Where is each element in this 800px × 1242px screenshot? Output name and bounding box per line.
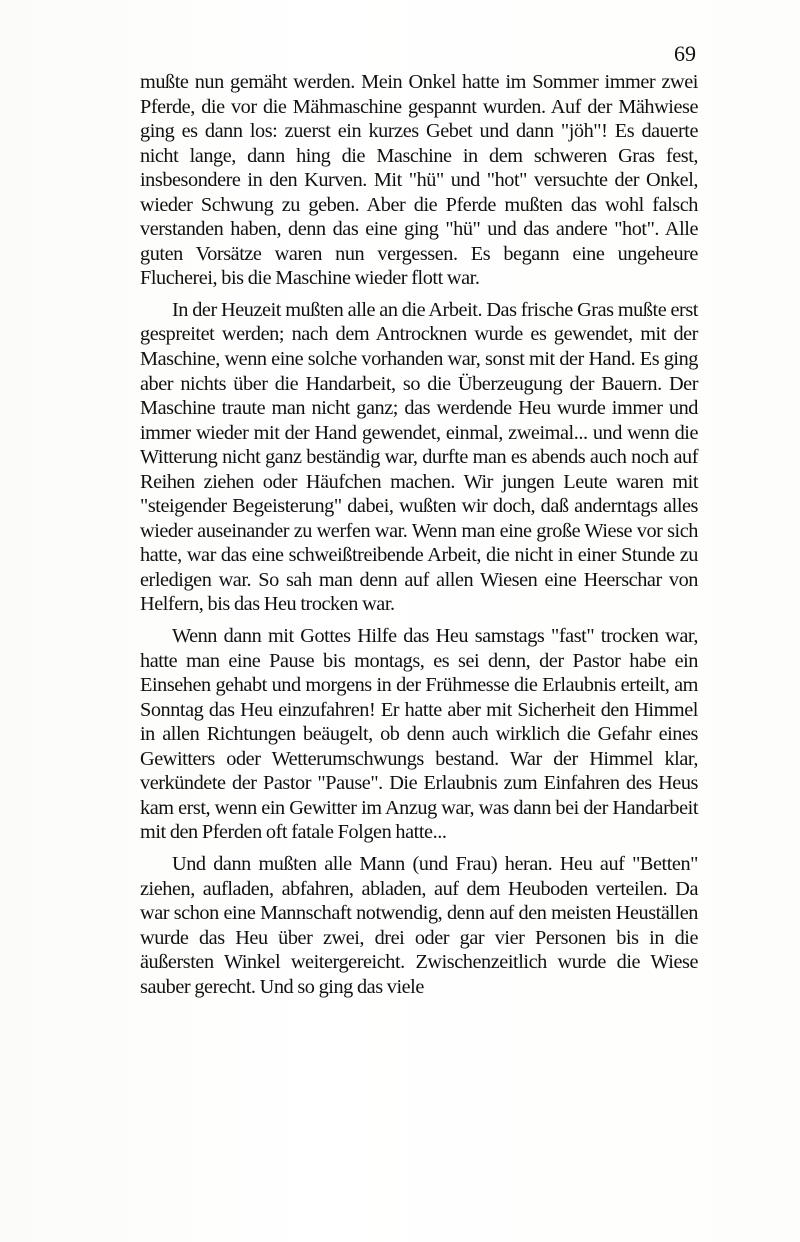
paragraph-1: mußte nun gemäht werden. Mein Onkel hatte im Sommer immer zwei Pferde, die vor die Mähmaschine gespannt wurden. Auf der Mähwiese ging es dann los: zuerst ein kurzes Gebet und dann "jöh"! Es dauerte nicht lange, dann hing die Maschine in dem schweren Gras fest, insbesondere in den Kurven. Mit "hü" und "hot" versuchte der Onkel, wieder Schwung zu geben. Aber die Pferde mußten das wohl falsch verstanden haben, denn das eine ging "hü" und das andere "hot". Alle guten Vorsätze waren nun vergessen. Es begann eine ungeheure Flucherei, bis die Maschine wieder flott war. bbox=[140, 71, 698, 290]
body-text bbox=[140, 70, 698, 1006]
paragraph-2: In der Heuzeit mußten alle an die Arbeit. Das frische Gras mußte erst gespreitet werden; nach dem Antrocknen wurde es gewendet, mit der Maschine, wenn eine solche vorhanden war, sonst mit der Hand. Es ging aber nichts über die Handarbeit, so die Überzeugung der Bauern. Der Maschine traute man nicht ganz; das werdende Heu wurde immer und immer wieder mit der Hand gewendet, einmal, zweimal... und wenn die Witterung nicht ganz beständig war, durfte man es abends auch noch auf Reihen ziehen oder Häufchen machen. Wir jungen Leute waren mit "steigender Begeisterung" dabei, wußten wir doch, daß anderntags alles wieder auseinander zu werfen war. Wenn man eine große Wiese vor sich hatte, war das eine schweißtreibende Arbeit, die nicht in einer Stunde zu erledigen war. So sah man denn auf allen Wiesen eine Heerschar von Helfern, bis das Heu trocken war. bbox=[140, 298, 698, 616]
paragraph-4: Und dann mußten alle Mann (und Frau) heran. Heu auf "Betten" ziehen, aufladen, abfahren, abladen, auf dem Heuboden verteilen. Da war schon eine Mannschaft notwendig, denn auf den meisten Heuställen wurde das Heu über zwei, drei oder gar vier Personen bis in die äußersten Winkel weitergereicht. Zwischenzeitlich wurde die Wiese sauber gerecht. Und so ging das viele bbox=[140, 852, 698, 998]
page-number: 69 bbox=[674, 41, 696, 66]
paragraph-3: Wenn dann mit Gottes Hilfe das Heu samstags "fast" trocken war, hatte man eine Pause bis montags, es sei denn, der Pastor habe ein Einsehen gehabt und morgens in der Frühmesse die Erlaubnis erteilt, am Sonntag das Heu einzufahren! Er hatte aber mit Sicherheit den Himmel in allen Richtungen beäugelt, ob denn auch wirklich die Gefahr eines Gewitters oder Wetterumschwungs bestand. War der Himmel klar, verkündete der Pastor "Pause". Die Erlaubnis zum Einfahren des Heus kam erst, wenn ein Gewitter im Anzug war, was dann bei der Handarbeit mit den Pferden oft fatale Folgen hatte... bbox=[140, 625, 698, 844]
